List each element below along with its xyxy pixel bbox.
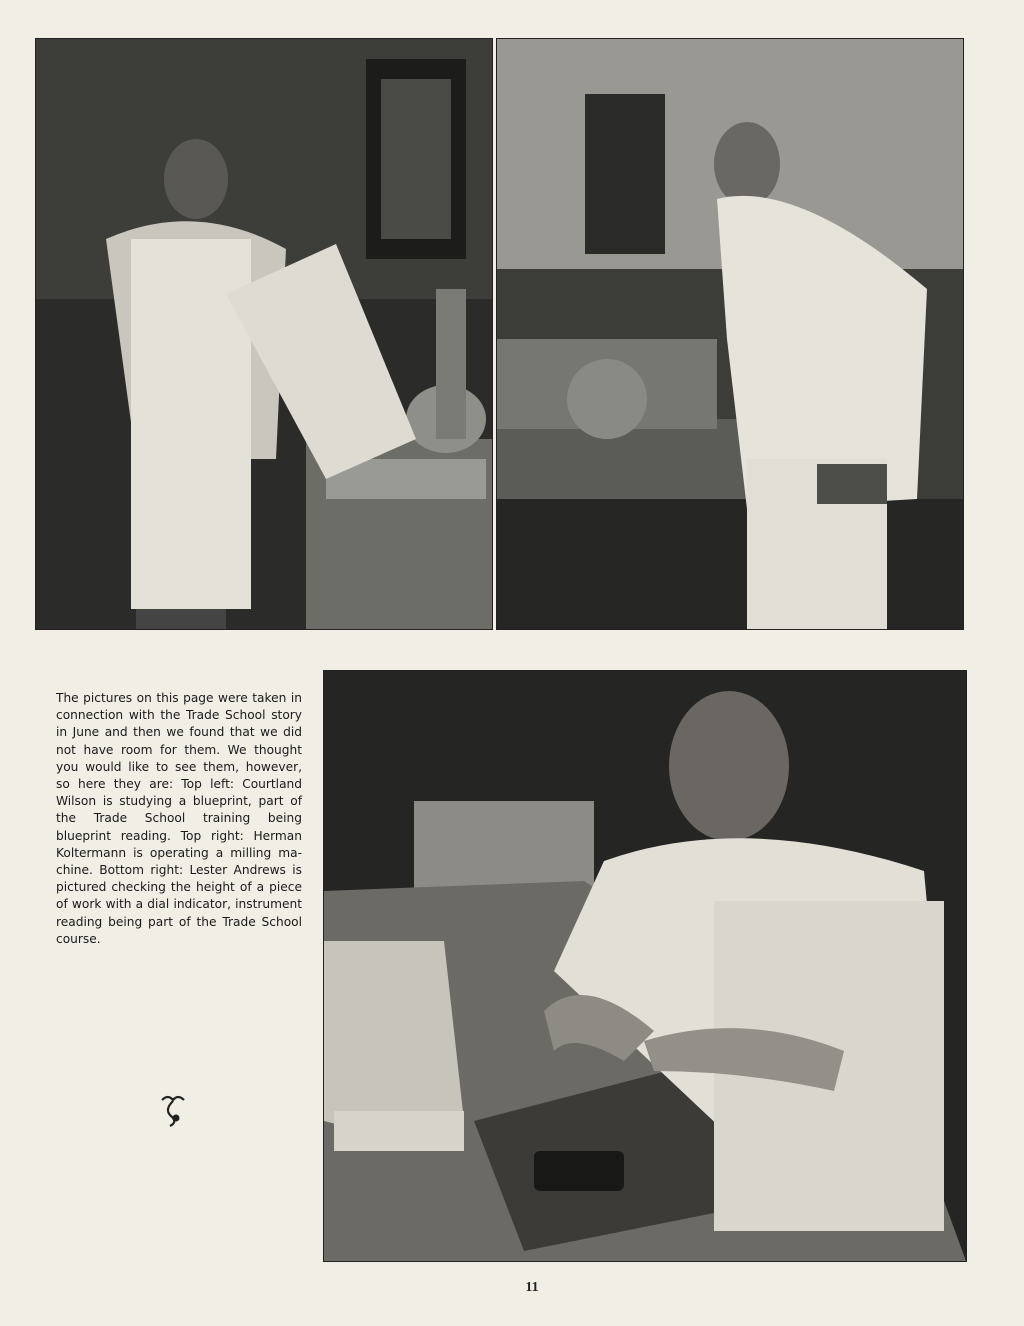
photo-top-right-image bbox=[497, 39, 963, 629]
photo-bottom-right bbox=[323, 670, 967, 1262]
ornament-icon bbox=[158, 1092, 188, 1128]
photo-bottom-right-image bbox=[324, 671, 966, 1261]
photo-top-left-image bbox=[36, 39, 492, 629]
photo-caption: The pictures on this page were taken in connection with the Trade School story in June and then we found that we did not have room for them. We thought you would like to see them, however, so here they are: Top left: Courtland Wilson is studying a blueprint, part of the Trade School training being blueprint reading. Top right: Herman Koltermann is operating a milling machine. Bottom right: Lester Andrews is pictured checking the height of a piece of work with a dial indicator, instrument reading being part of the Trade School course. bbox=[56, 691, 302, 946]
photo-top-left bbox=[35, 38, 493, 630]
page-number: 11 bbox=[525, 1280, 539, 1295]
photo-top-right bbox=[496, 38, 964, 630]
